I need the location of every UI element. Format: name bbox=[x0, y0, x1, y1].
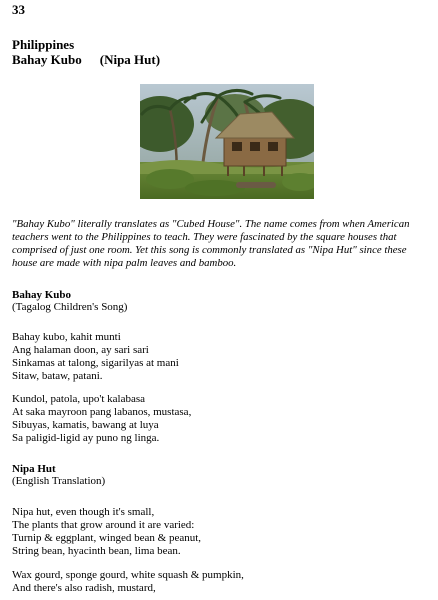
verse-line: Sa paligid-ligid ay puno ng linga. bbox=[12, 432, 160, 444]
verse-line: The plants that grow around it are varied: bbox=[12, 519, 195, 531]
song-heading bbox=[12, 52, 160, 68]
verse-line: Sibuyas, kamatis, bawang at luya bbox=[12, 419, 159, 431]
country-heading: Philippines bbox=[12, 37, 75, 52]
verse-line: Wax gourd, sponge gourd, white squash & pumpkin, bbox=[12, 569, 244, 581]
page-number: 33 bbox=[12, 2, 25, 17]
tagalog-verse-1 bbox=[12, 331, 179, 383]
verse-line: Sinkamas at talong, sigarilyas at mani bbox=[12, 357, 179, 369]
nipa-hut-photo bbox=[140, 84, 314, 199]
english-title: Nipa Hut bbox=[12, 463, 56, 475]
verse-line: Bahay kubo, kahit munti bbox=[12, 331, 121, 343]
verse-line: Ang halaman doon, ay sari sari bbox=[12, 344, 149, 356]
tagalog-title: Bahay Kubo bbox=[12, 289, 71, 301]
intro-line: teachers went to the Philippines to teach. They were fascinated by the square houses that bbox=[12, 231, 397, 243]
verse-line: Nipa hut, even though it's small, bbox=[12, 506, 155, 518]
intro-line: comprised of just one room. Yet this song is commonly translated as "Nipa Hut" since these bbox=[12, 244, 407, 256]
verse-line: Kundol, patola, upo't kalabasa bbox=[12, 393, 146, 405]
verse-line: Sitaw, bataw, patani. bbox=[12, 370, 103, 382]
intro-line: "Bahay Kubo" literally translates as "Cubed House". The name comes from when American bbox=[12, 218, 410, 230]
verse-line: String bean, hyacinth bean, lima bean. bbox=[12, 545, 181, 557]
verse-line: At saka mayroon pang labanos, mustasa, bbox=[12, 406, 192, 418]
verse-line: Turnip & eggplant, winged bean & peanut, bbox=[12, 532, 202, 544]
tagalog-subtitle: (Tagalog Children's Song) bbox=[12, 301, 128, 313]
song-heading-subtitle: (Nipa Hut) bbox=[99, 52, 161, 67]
intro-line: house are made with nipa palm leaves and bamboo. bbox=[12, 257, 237, 269]
english-subtitle: (English Translation) bbox=[12, 475, 106, 487]
verse-line: And there's also radish, mustard, bbox=[12, 582, 156, 594]
song-heading-title: Bahay Kubo bbox=[12, 52, 82, 67]
english-verse-1 bbox=[12, 506, 201, 558]
intro-paragraph bbox=[12, 218, 427, 270]
english-verse-2 bbox=[12, 569, 244, 595]
tagalog-verse-2 bbox=[12, 393, 191, 445]
